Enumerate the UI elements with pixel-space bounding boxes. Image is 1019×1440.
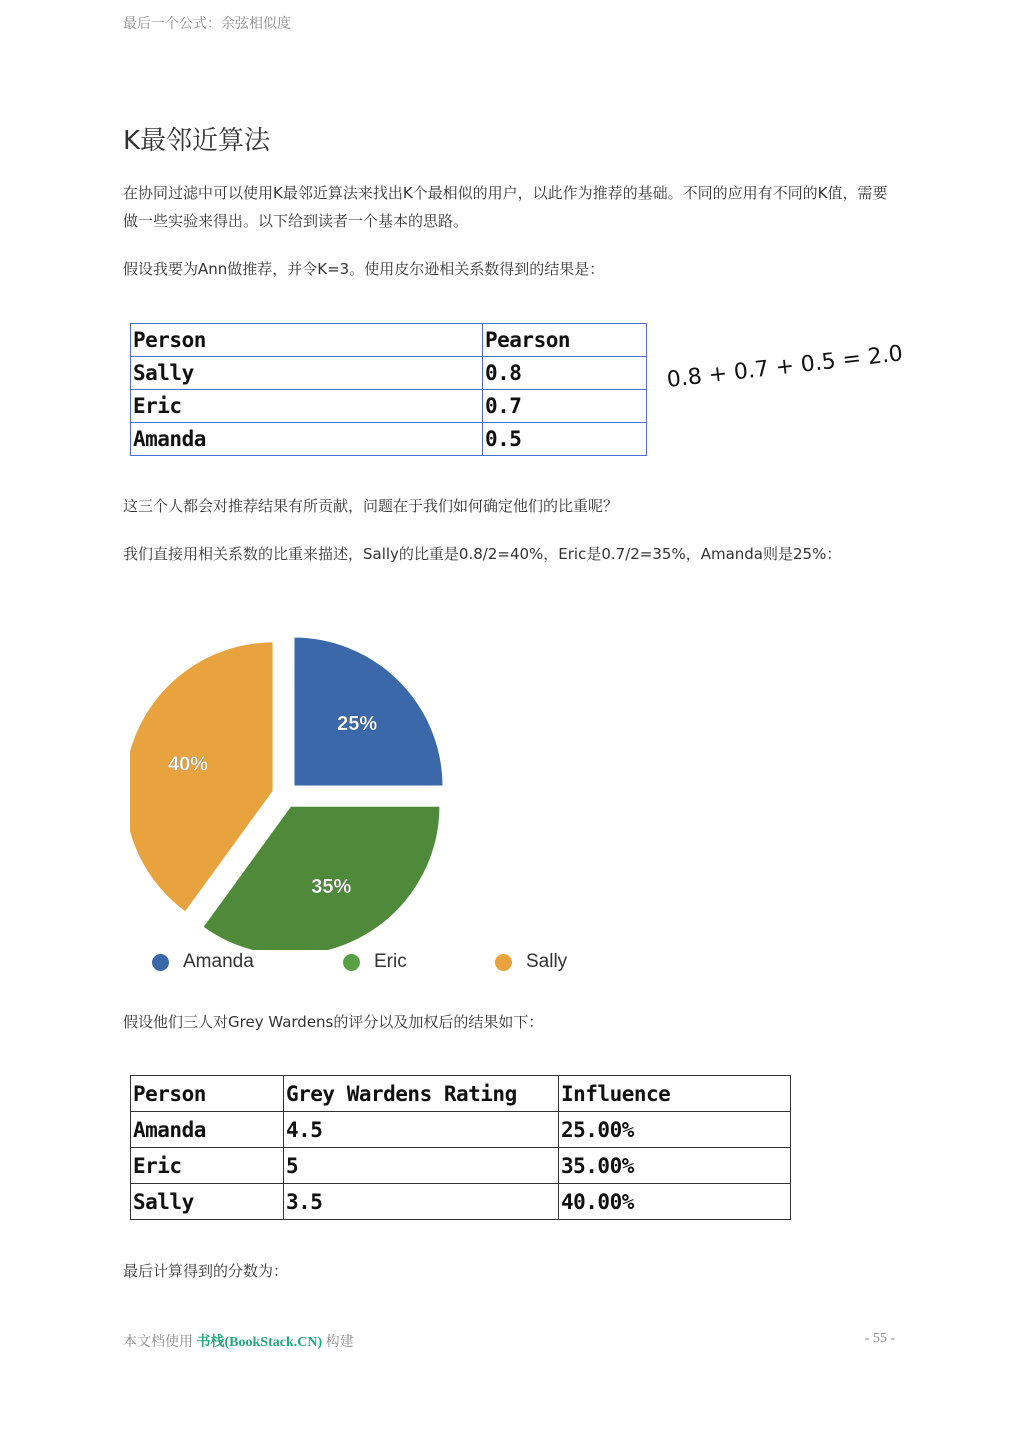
paragraph-weights: 我们直接用相关系数的比重来描述，Sally的比重是0.8/2=40%，Eric是0.7/2=35%，Amanda则是25%： xyxy=(123,545,842,563)
pie-label-amanda: 25% xyxy=(337,712,378,735)
paragraph-intro: 在协同过滤中可以使用K最邻近算法来找出K个最相似的用户，以此作为推荐的基础。不同的应用有不同的K值，需要做一些实验来得出。以下给到读者一个基本的思路。 xyxy=(123,184,888,230)
legend-item-eric xyxy=(343,950,407,974)
table-row xyxy=(131,423,647,456)
ratings-table xyxy=(130,1075,791,1220)
table-header-cell: Person xyxy=(131,324,483,357)
legend-label: Eric xyxy=(374,951,407,972)
pie-slice-amanda xyxy=(293,637,443,787)
table-row xyxy=(131,1184,791,1220)
footer-brand-link[interactable]: 书栈(BookStack.CN) xyxy=(196,1335,323,1350)
table-cell: Sally xyxy=(131,1184,284,1220)
table-cell: 35.00% xyxy=(559,1148,791,1184)
running-head: 最后一个公式：余弦相似度 xyxy=(123,16,291,32)
table-header-row xyxy=(131,1076,791,1112)
table-cell: Amanda xyxy=(131,423,483,456)
table-header-cell: Grey Wardens Rating xyxy=(284,1076,559,1112)
table-header-cell: Person xyxy=(131,1076,284,1112)
footer-credit xyxy=(123,1331,354,1351)
table-header-cell: Pearson xyxy=(483,324,647,357)
sum-formula: 0.8 + 0.7 + 0.5 = 2.0 xyxy=(665,341,905,393)
legend-dot-icon xyxy=(343,954,360,971)
table-cell: 40.00% xyxy=(559,1184,791,1220)
table-cell: 4.5 xyxy=(284,1112,559,1148)
table-row xyxy=(131,390,647,423)
table-cell: 0.7 xyxy=(483,390,647,423)
legend-label: Amanda xyxy=(183,951,254,972)
table-header-cell: Influence xyxy=(559,1076,791,1112)
table-row xyxy=(131,1148,791,1184)
legend-dot-icon xyxy=(152,954,169,971)
table-cell: Eric xyxy=(131,1148,284,1184)
table-cell: 5 xyxy=(284,1148,559,1184)
paragraph-assumption xyxy=(123,255,898,283)
legend-item-sally xyxy=(495,950,567,974)
paragraph-assumption-text: 假设我要为Ann做推荐，并令K=3。使用皮尔逊相关系数得到的结果是： xyxy=(123,260,605,278)
table-cell: 3.5 xyxy=(284,1184,559,1220)
table-cell: 0.8 xyxy=(483,357,647,390)
table-row xyxy=(131,1112,791,1148)
table-cell: 25.00% xyxy=(559,1112,791,1148)
pie-label-sally: 40% xyxy=(167,753,209,776)
legend-item-amanda xyxy=(152,950,254,974)
paragraph-question: 这三个人都会对推荐结果有所贡献，问题在于我们如何确定他们的比重呢？ xyxy=(123,497,619,515)
pie-label-eric: 35% xyxy=(311,875,352,898)
table-cell: Sally xyxy=(131,357,483,390)
legend-label: Sally xyxy=(526,951,568,972)
paragraph-final: 最后计算得到的分数为： xyxy=(123,1262,289,1280)
table-cell: Eric xyxy=(131,390,483,423)
table-cell: 0.5 xyxy=(483,423,647,456)
pearson-table xyxy=(130,323,647,456)
weights-pie-chart xyxy=(130,630,460,950)
table-cell: Amanda xyxy=(131,1112,284,1148)
section-title: K最邻近算法 xyxy=(123,126,271,156)
legend-dot-icon xyxy=(495,954,512,971)
table-row xyxy=(131,357,647,390)
footer-suffix: 构建 xyxy=(325,1335,354,1350)
paragraph-ratings: 假设他们三人对Grey Wardens的评分以及加权后的结果如下： xyxy=(123,1013,544,1031)
page-number: - 55 - xyxy=(864,1331,895,1346)
footer-prefix: 本文档使用 xyxy=(123,1335,193,1350)
table-header-row xyxy=(131,324,647,357)
